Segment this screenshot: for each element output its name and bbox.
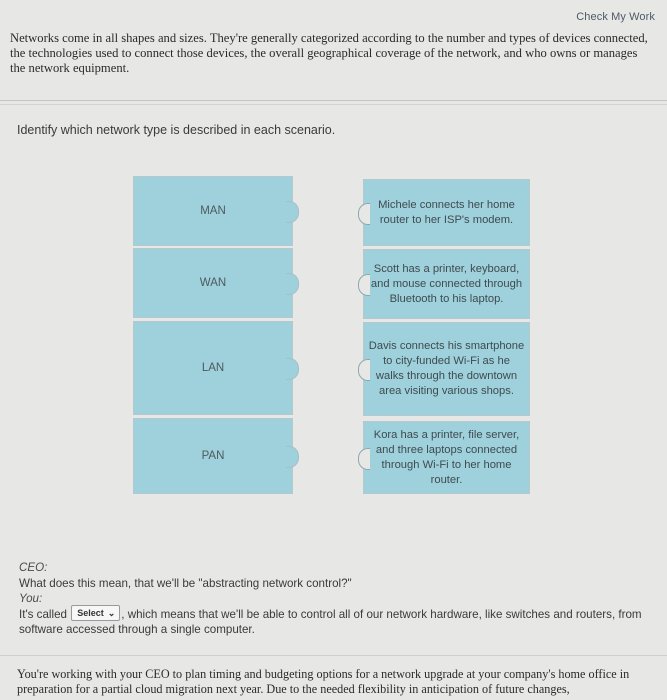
term-card-man[interactable]: [133, 176, 293, 246]
dialog-block: [19, 560, 649, 638]
question-prompt: Identify which network type is described in each scenario.: [17, 123, 336, 137]
you-label: You:: [19, 592, 43, 605]
answer-select-dropdown[interactable]: [71, 605, 120, 621]
term-card-wan[interactable]: [133, 248, 293, 318]
term-label: WAN: [199, 277, 227, 289]
description-text: Scott has a printer, keyboard, and mouse connected through Bluetooth to his laptop.: [370, 262, 523, 305]
top-bar: [0, 0, 667, 26]
divider: [0, 100, 667, 101]
term-label: PAN: [201, 450, 225, 462]
select-label: Select: [77, 608, 104, 619]
you-line: [19, 607, 649, 638]
connector-notch: [358, 274, 370, 296]
description-card[interactable]: [363, 421, 530, 494]
term-card-pan[interactable]: [133, 418, 293, 494]
connector-tab: [286, 273, 299, 295]
description-card[interactable]: [363, 249, 530, 319]
connector-notch: [358, 448, 370, 470]
connector-tab: [286, 446, 299, 468]
connector-tab: [286, 358, 299, 380]
description-text: Michele connects her home router to her ISP's modem.: [378, 198, 515, 226]
divider: [0, 655, 667, 656]
next-scenario-text: You're working with your CEO to plan timing and budgeting options for a network upgrade at your company's home office in preparation for a partial cloud migration next year. Due to the needed flexibility in anticipation of future changes,: [17, 667, 630, 696]
check-my-work-link[interactable]: Check My Work: [576, 11, 655, 23]
term-label: MAN: [200, 205, 226, 217]
you-prefix: It's called: [19, 607, 67, 621]
chevron-down-icon: ⌄: [107, 608, 116, 619]
you-suffix: , which means that we'll be able to control all of our network hardware, like switches and routers, from software accessed through a single computer.: [19, 607, 642, 636]
description-text: Davis connects his smartphone to city-funded Wi-Fi as he walks through the downtown area visiting various shops.: [368, 340, 525, 397]
description-card[interactable]: [363, 322, 530, 416]
connector-tab: [286, 201, 299, 223]
connector-notch: [358, 203, 370, 225]
divider: [0, 104, 667, 105]
description-text: Kora has a printer, file server, and three laptops connected through Wi-Fi to her home router.: [373, 428, 520, 486]
connector-notch: [358, 359, 370, 381]
term-label: LAN: [201, 362, 225, 374]
term-card-lan[interactable]: [133, 321, 293, 415]
intro-paragraph: Networks come in all shapes and sizes. They're generally categorized according to the number and types of devices connected, the technologies used to connect those devices, the overall geographical coverage of the network, and who owns or manages the network equipment.: [10, 31, 648, 75]
description-card[interactable]: [363, 179, 530, 246]
ceo-line: What does this mean, that we'll be "abstracting network control?": [19, 576, 352, 590]
ceo-label: CEO:: [19, 561, 48, 574]
